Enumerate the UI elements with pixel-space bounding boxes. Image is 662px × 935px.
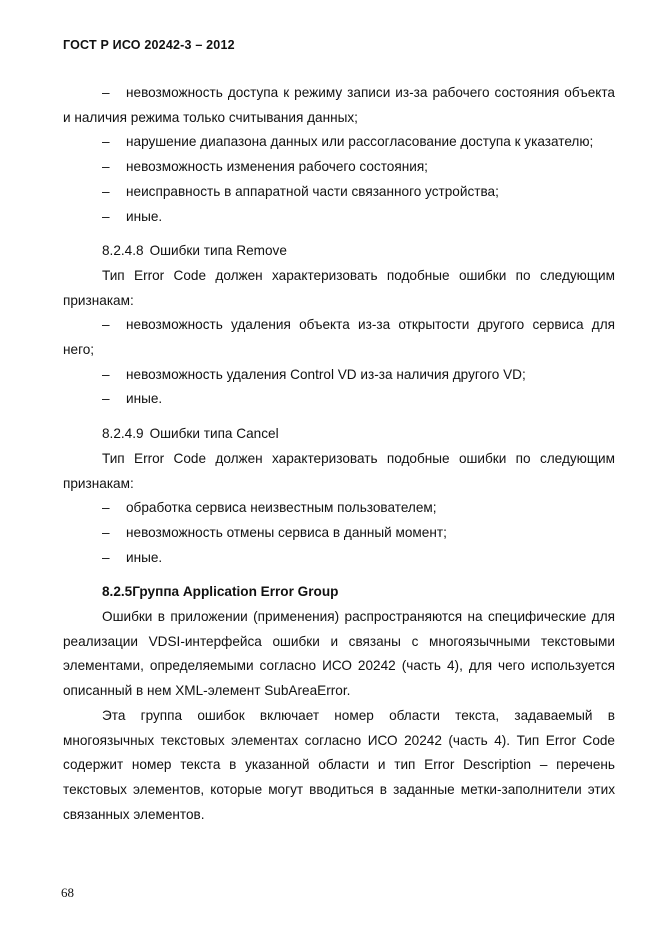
list-item xyxy=(63,205,615,230)
body-paragraph: Ошибки в приложении (применения) распространяются на специфические для реализации VDSI-интерфейса ошибки и связаны с многоязычными текстовыми элементами, определяемыми согласно ИСО 20242 (часть 4), для чего используется описанный в нем XML-элемент SubAreaError. xyxy=(63,609,615,699)
page-number: 68 xyxy=(61,885,74,900)
section-title: Ошибки типа Cancel xyxy=(149,426,279,442)
list-item xyxy=(63,546,615,571)
list-item-text: невозможность изменения рабочего состояния; xyxy=(126,159,428,175)
section-heading-8-2-4-9 xyxy=(63,422,615,447)
list-dash: – xyxy=(102,500,110,516)
list-item xyxy=(63,363,615,388)
list-dash: – xyxy=(102,549,110,565)
list-dash: – xyxy=(102,85,110,100)
section-number: 8.2.4.8 xyxy=(102,243,144,259)
list-item-text: невозможность удаления Control VD из-за наличия другого VD; xyxy=(126,366,526,382)
section-number: 8.2.5 xyxy=(102,584,133,600)
body-paragraph: Эта группа ошибок включает номер области текста, задаваемый в многоязычных текстовых элементах согласно ИСО 20242 (часть 4). Тип Error Code содержит номер текста в указанной области и тип Error Description – перечень текстовых элементов, которые могут вводиться в заданные метки-заполнители этих связанных элементов. xyxy=(63,707,615,822)
list-item xyxy=(63,130,615,155)
section-number: 8.2.4.9 xyxy=(102,426,144,442)
list-item-text: обработка сервиса неизвестным пользователем; xyxy=(126,500,437,516)
section-title: Группа Application Error Group xyxy=(132,584,339,600)
list-item xyxy=(63,81,615,130)
list-dash: – xyxy=(102,366,110,382)
list-item-text: невозможность удаления объекта из-за открытости другого сервиса для него; xyxy=(63,317,615,358)
list-item-text: иные. xyxy=(126,391,163,407)
document-header: ГОСТ Р ИСО 20242-3 – 2012 xyxy=(63,38,235,52)
list-item-text: иные. xyxy=(126,208,163,224)
document-body xyxy=(63,81,615,827)
section-title: Ошибки типа Remove xyxy=(149,243,287,259)
list-item xyxy=(63,313,615,362)
list-item-text: неисправность в аппаратной части связанного устройства; xyxy=(126,183,499,199)
list-item-text: невозможность доступа к режиму записи из-за рабочего состояния объекта и наличия режима только считывания данных; xyxy=(63,85,615,125)
list-item xyxy=(63,496,615,521)
list-dash: – xyxy=(102,183,110,199)
list-dash: – xyxy=(102,317,110,333)
list-dash: – xyxy=(102,524,110,540)
section-heading-8-2-4-8 xyxy=(63,239,615,264)
section-intro: Тип Error Code должен характеризовать подобные ошибки по следующим признакам: xyxy=(63,267,615,308)
list-dash: – xyxy=(102,134,110,150)
list-item xyxy=(63,387,615,412)
list-item-text: невозможность отмены сервиса в данный момент; xyxy=(126,524,447,540)
list-dash: – xyxy=(102,208,110,224)
list-item-text: иные. xyxy=(126,549,163,565)
list-dash: – xyxy=(102,159,110,175)
list-dash: – xyxy=(102,391,110,407)
section-intro: Тип Error Code должен характеризовать подобные ошибки по следующим признакам: xyxy=(63,450,615,491)
list-item-text: нарушение диапазона данных или рассогласование доступа к указателю; xyxy=(126,134,594,150)
list-item xyxy=(63,180,615,205)
list-item xyxy=(63,155,615,180)
list-item xyxy=(63,521,615,546)
section-heading-8-2-5 xyxy=(63,580,615,605)
